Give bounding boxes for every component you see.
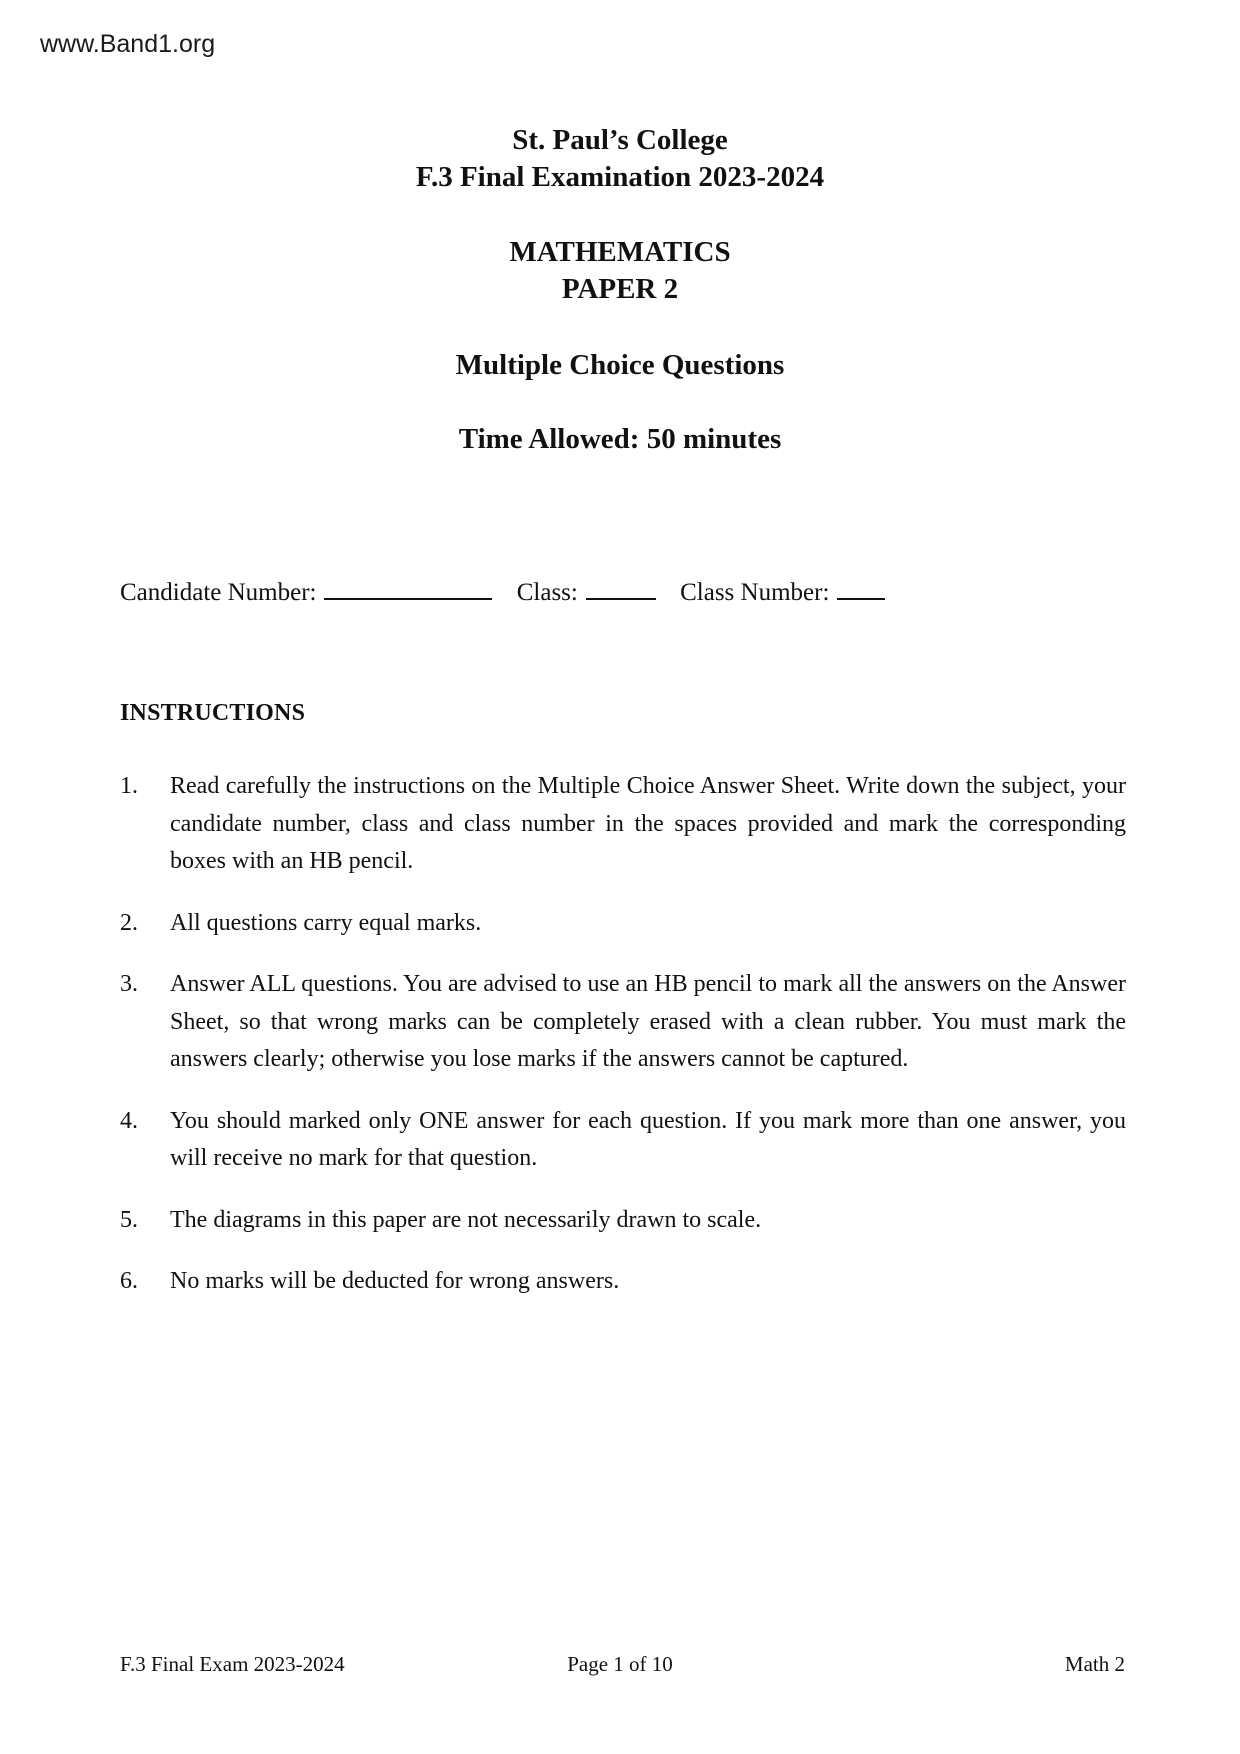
candidate-number-blank (324, 578, 492, 600)
class-number-label: Class Number: (680, 579, 830, 606)
school-name: St. Paul’s College (512, 124, 728, 156)
time-allowed: Time Allowed: 50 minutes (458, 423, 782, 455)
time-header (0, 421, 1240, 458)
footer-exam-name: F.3 Final Exam 2023-2024 (120, 1652, 345, 1676)
instructions-list (120, 768, 1126, 1325)
exam-title: F.3 Final Examination 2023-2024 (415, 161, 825, 193)
class-blank (586, 578, 656, 600)
instruction-number: 6. (120, 1268, 138, 1294)
class-label: Class: (516, 579, 578, 606)
section-header (0, 347, 1240, 384)
instruction-item (120, 768, 1126, 881)
watermark-text: www.Band1.org (40, 30, 216, 58)
instruction-text: All questions carry equal marks. (170, 909, 482, 936)
instructions-heading: INSTRUCTIONS (120, 700, 306, 726)
instruction-number: 3. (120, 971, 138, 997)
class-number-blank (837, 578, 885, 600)
exam-header (0, 122, 1240, 196)
footer-subject: Math 2 (1064, 1652, 1125, 1676)
instruction-number: 2. (120, 909, 138, 936)
subject-title: MATHEMATICS (509, 236, 731, 268)
footer-page-number: Page 1 of 10 (567, 1652, 673, 1676)
instruction-number: 4. (120, 1107, 138, 1134)
instruction-item (120, 905, 1126, 943)
candidate-number-label: Candidate Number: (120, 579, 317, 606)
instruction-number: 5. (120, 1206, 138, 1233)
instruction-item (120, 1263, 1126, 1301)
instruction-text: Answer ALL questions. You are advised to use an HB pencil to mark all the answers on the Answer Sheet, so that wrong marks can be completely erased with a clean rubber. You must mark the answers clearly; otherwise you lose marks if the answers cannot be captured. (170, 971, 1126, 1072)
section-title: Multiple Choice Questions (455, 349, 785, 381)
instruction-number: 1. (120, 773, 138, 799)
instruction-item (120, 1202, 1126, 1240)
subject-header (0, 234, 1240, 308)
instruction-text: Read carefully the instructions on the Multiple Choice Answer Sheet. Write down the subject, your candidate number, class and class number in the spaces provided and mark the corresponding boxes with an HB pencil. (170, 773, 1126, 874)
paper-number: PAPER 2 (561, 273, 679, 305)
instruction-text: You should marked only ONE answer for each question. If you mark more than one answer, you will receive no mark for that question. (170, 1107, 1126, 1171)
instruction-item (120, 1103, 1126, 1178)
instruction-text: No marks will be deducted for wrong answers. (170, 1268, 620, 1294)
instruction-text: The diagrams in this paper are not necessarily drawn to scale. (170, 1206, 762, 1233)
instruction-item (120, 966, 1126, 1079)
candidate-details-row (120, 578, 885, 607)
